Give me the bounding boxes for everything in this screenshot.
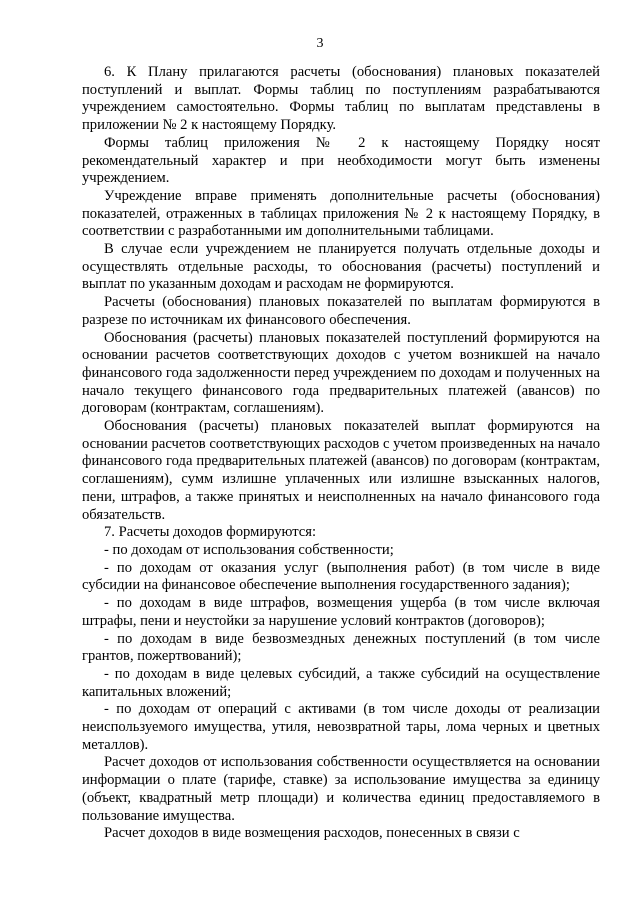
paragraph: Расчеты (обоснования) плановых показателей по выплатам формируются в разрезе по источникам их финансового обеспечения.	[82, 294, 600, 328]
list-item: - по доходам от операций с активами (в том числе доходы от реализации неиспользуемого имущества, утиля, невозвратной тары, лома черных и цветных металлов).	[82, 701, 600, 753]
list-item: - по доходам от оказания услуг (выполнения работ) (в том числе в виде субсидии на финансовое обеспечение выполнения государственного задания);	[82, 559, 600, 594]
paragraph: 7. Расчеты доходов формируются:	[104, 524, 317, 541]
list-item: - по доходам от использования собственности;	[104, 541, 394, 558]
list-item: - по доходам в виде штрафов, возмещения ущерба (в том числе включая штрафы, пени и неустойки за нарушение условий контрактов (договоров);	[82, 595, 600, 629]
paragraph: 6. К Плану прилагаются расчеты (обоснования) плановых показателей поступлений и выплат. Формы таблиц по поступлениям разрабатываются учреждением самостоятельно. Формы таблиц по выплатам представлены в приложении № 2 к настоящему Порядку.	[82, 64, 600, 134]
page-number: 3	[316, 36, 324, 51]
paragraph: Обоснования (расчеты) плановых показателей выплат формируются на основании расчетов соответствующих расходов с учетом произведенных на начало финансового года предварительных платежей (авансов) по договорам (контрактам, соглашениям), сумм излишне уплаченных или излишне взысканных налогов, пени, штрафов, а также принятых и неисполненных на начало финансового года обязательств.	[82, 418, 600, 523]
list-item: - по доходам в виде безвозмездных денежных поступлений (в том числе грантов, пожертвований);	[82, 630, 600, 665]
paragraph: Учреждение вправе применять дополнительные расчеты (обоснования) показателей, отраженных в таблицах приложения № 2 к настоящему Порядку, в соответствии с разработанными им дополнительными таблицами.	[82, 187, 600, 240]
list-item: - по доходам в виде целевых субсидий, а также субсидий на осуществление капитальных вложений;	[82, 665, 600, 700]
paragraph: В случае если учреждением не планируется получать отдельные доходы и осуществлять отдельные расходы, то обоснования (расчеты) поступлений и выплат по указанным доходам и расходам не формируются.	[82, 241, 600, 293]
paragraph: Расчет доходов от использования собственности осуществляется на основании информации о плате (тарифе, ставке) за использование имущества за единицу (объект, квадратный метр площади) и количества единиц предоставляемого в пользование имущества.	[82, 754, 600, 824]
paragraph: Расчет доходов в виде возмещения расходов, понесенных в связи с	[104, 825, 520, 842]
paragraph: Формы таблиц приложения № 2 к настоящему Порядку носят рекомендательный характер и при необходимости могут быть изменены учреждением.	[82, 134, 600, 187]
paragraph: Обоснования (расчеты) плановых показателей поступлений формируются на основании расчетов соответствующих доходов с учетом возникшей на начало финансового года задолженности перед учреждением по доходам и полученных на начало текущего финансового года предварительных платежей (авансов) по договорам (контрактам, соглашениям).	[82, 329, 600, 417]
document-body	[82, 64, 600, 843]
